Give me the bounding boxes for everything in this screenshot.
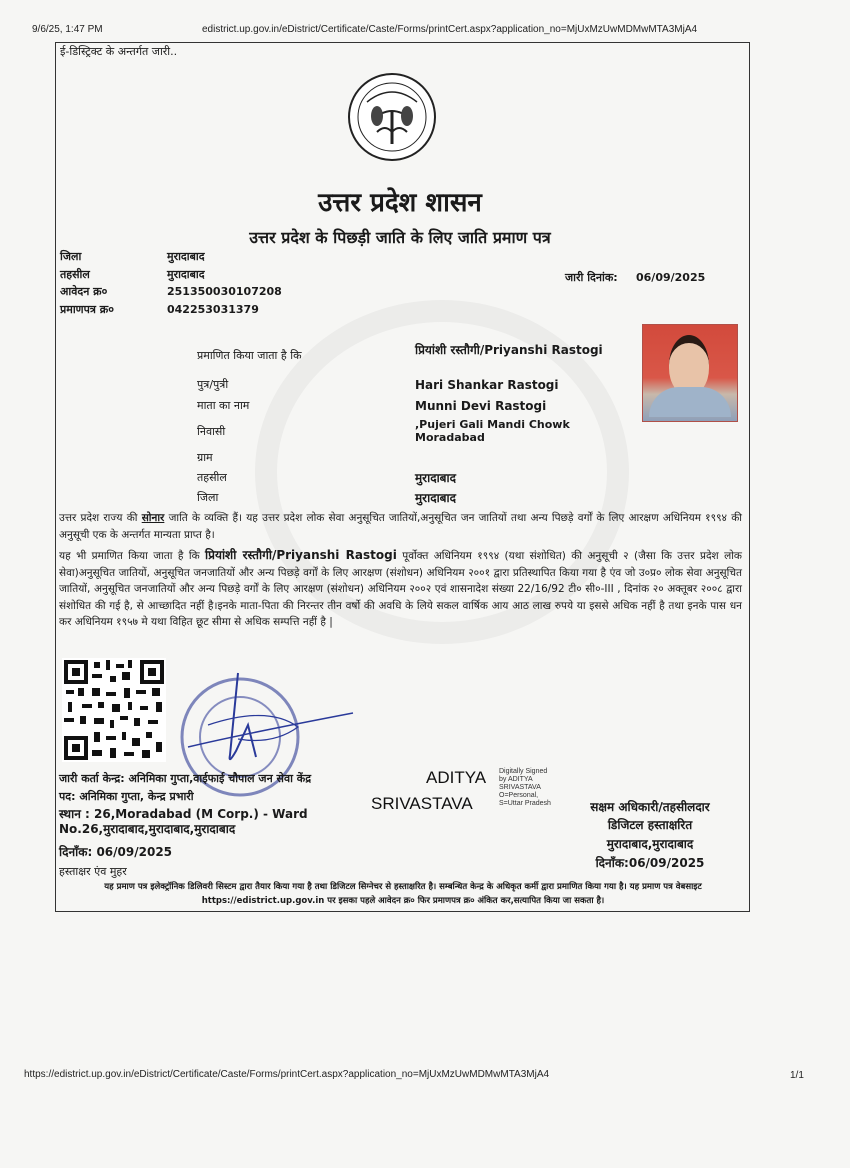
father-name: Hari Shankar Rastogi — [415, 378, 559, 392]
doc-title: उत्तर प्रदेश शासन — [318, 188, 482, 218]
doc-subtitle: उत्तर प्रदेश के पिछड़ी जाति के लिए जाति प्रमाण पत्र — [249, 228, 551, 247]
issue-date-label: जारी दिनांक: — [565, 271, 618, 284]
residence-label: निवासी — [197, 425, 226, 438]
up-emblem-icon — [347, 72, 437, 162]
qr-code — [62, 658, 166, 762]
officer-title: सक्षम अधिकारी/तहसीलदार — [590, 800, 710, 814]
signer-name-line1: ADITYA — [426, 768, 487, 787]
signer-name-line2: SRIVASTAVA — [371, 794, 473, 813]
residence-value: ,Pujeri Gali Mandi Chowk Moradabad — [415, 418, 570, 444]
application-label: आवेदन क्र० — [60, 285, 108, 298]
issue-date-value: 06/09/2025 — [636, 271, 706, 284]
issuing-center: जारी कर्ता केन्द्र: अनिमिका गुप्ता,वाईफाई चौपाल जन सेवा केंद्र — [59, 772, 312, 785]
digital-signature-detail: Digitally Signed by ADITYA SRIVASTAVA O=Personal, S=Uttar Pradesh — [499, 768, 551, 807]
tehsil2-label: तहसील — [197, 471, 227, 484]
date-label: दिनाँक: — [59, 845, 93, 859]
district2-label: जिला — [197, 491, 219, 504]
certified-label: प्रमाणित किया जाता है कि — [197, 349, 302, 362]
child-of-label: पुत्र/पुत्री — [197, 378, 229, 391]
para1-prefix: उत्तर प्रदेश राज्य की — [59, 512, 138, 524]
qr-code-icon — [62, 658, 166, 762]
official-seal-stamp — [178, 665, 358, 815]
tehsil-label: तहसील — [60, 268, 90, 281]
tehsil2-value: मुरादाबाद — [415, 471, 457, 485]
district2-value: मुरादाबाद — [415, 491, 457, 505]
date-value: 06/09/2025 — [96, 845, 173, 859]
print-page-number: 1/1 — [790, 1070, 804, 1081]
applicant-photo — [642, 324, 738, 422]
district-label: जिला — [60, 250, 82, 263]
application-value: 251350030107208 — [167, 285, 282, 298]
creamy-layer-paragraph — [59, 547, 742, 631]
certificate-value: 042253031379 — [167, 303, 259, 316]
officer-place: मुरादाबाद,मुरादाबाद — [606, 837, 694, 851]
district-value: मुरादाबाद — [167, 250, 205, 263]
para2-prefix: यह भी प्रमाणित किया जाता है कि — [59, 550, 200, 562]
officer-date-label: दिनाँक: — [595, 856, 629, 870]
officer-signature: डिजिटल हस्ताक्षरित — [607, 818, 693, 832]
issuing-place: स्थान : 26,Moradabad (M Corp.) - Ward No.26,मुरादाबाद,मुरादाबाद,मुरादाबाद — [59, 807, 308, 836]
footer-note: यह प्रमाण पत्र इलेक्ट्रॉनिक डिलिवरी सिस्टम द्वारा तैयार किया गया है तथा डिजिटल सिग्नेचर से हस्ताक्षरित है। सम्बन्धित केन्द्र के अधिकृत कर्मी द्वारा प्रमाणित किया गया है। यह प्रमाण पत्र वेबसाइट https://edistrict.up.gov.in पर इसका पहले आवेदन क्र० फिर प्रमाणपत्र क्र० अंकित कर,सत्यापित किया जा सकता है। — [104, 882, 702, 906]
mother-name: Munni Devi Rastogi — [415, 399, 547, 413]
mother-label: माता का नाम — [197, 399, 250, 412]
officer-date-value: 06/09/2025 — [628, 856, 705, 870]
village-label: ग्राम — [197, 451, 213, 464]
print-url: edistrict.up.gov.in/eDistrict/Certificate/Caste/Forms/printCert.aspx?application_no=MjUxMzUwMDMwMTA3MjA4 — [202, 24, 698, 35]
caste-name: सोनार — [141, 512, 165, 524]
certificate-label: प्रमाणपत्र क्र० — [60, 303, 114, 316]
officer-date — [560, 856, 740, 871]
applicant-name: प्रियांशी रस्तौगी/Priyanshi Rastogi — [415, 343, 603, 357]
tehsil-value: मुरादाबाद — [167, 268, 205, 281]
issuing-post: पद: अनिमिका गुप्ता, केन्द्र प्रभारी — [59, 790, 194, 803]
para2-suffix: पूर्वोक्त अधिनियम १९९४ (यथा संशोधित) की अनुसूची २ (जैसा कि उत्तर प्रदेश लोक सेवा)अनुसूचित जातियों, अनुसूचित जनजातियों और अन्य पिछड़े वर्गों के लिए आरक्षण (संशोधन) अधिनियम २००१ द्वारा प्रतिस्थापित किया गया है एंव जो उ०प्र० लोक सेवा अनुसूचित जातियों, अनुसूचित जनजातियों और अन्य पिछड़े वर्गों के लिए आरक्षण (संशोधन) अधिनियम २००२ एवं शासनादेश संख्या 22/16/92 टी० सी०-III , दिनांक २० अक्तूबर २००८ द्वारा संशोधित की गई है, से आच्छादित नहीं है।इनके माता-पिता की निरन्तर तीन वर्षो की अवधि के लिये सकल वार्षिक आय आठ लाख रुपये या इससे अधिक नहीं है तथा इनके पास धन कर अधिनियम १९५७ मे यथा विहित छूट सीमा से अधिक सम्पत्ति नहीं है | — [59, 550, 742, 628]
issue-date-block — [59, 845, 172, 860]
issued-under: ई-डिस्ट्रिक्ट के अन्तर्गत जारी.. — [60, 45, 178, 58]
caste-paragraph — [59, 510, 742, 543]
print-footer-url: https://edistrict.up.gov.in/eDistrict/Certificate/Caste/Forms/printCert.aspx?application_no=MjUxMzUwMDMwMTA3MjA4 — [24, 1069, 550, 1080]
sign-seal-label: हस्ताक्षर एंव मुहर — [59, 865, 127, 878]
print-datetime: 9/6/25, 1:47 PM — [32, 24, 103, 35]
para1-suffix: जाति के व्यक्ति हैं। यह उत्तर प्रदेश लोक सेवा अनुसूचित जातियों,अनुसूचित जन जातियों तथा अन्य पिछड़े वर्गों के लिए आरक्षण अधिनियम १९९४ की अनुसूची एक के अन्तर्गत मान्यता प्राप्त है। — [59, 512, 742, 541]
para2-name: प्रियांशी रस्तौगी/Priyanshi Rastogi — [205, 548, 397, 562]
